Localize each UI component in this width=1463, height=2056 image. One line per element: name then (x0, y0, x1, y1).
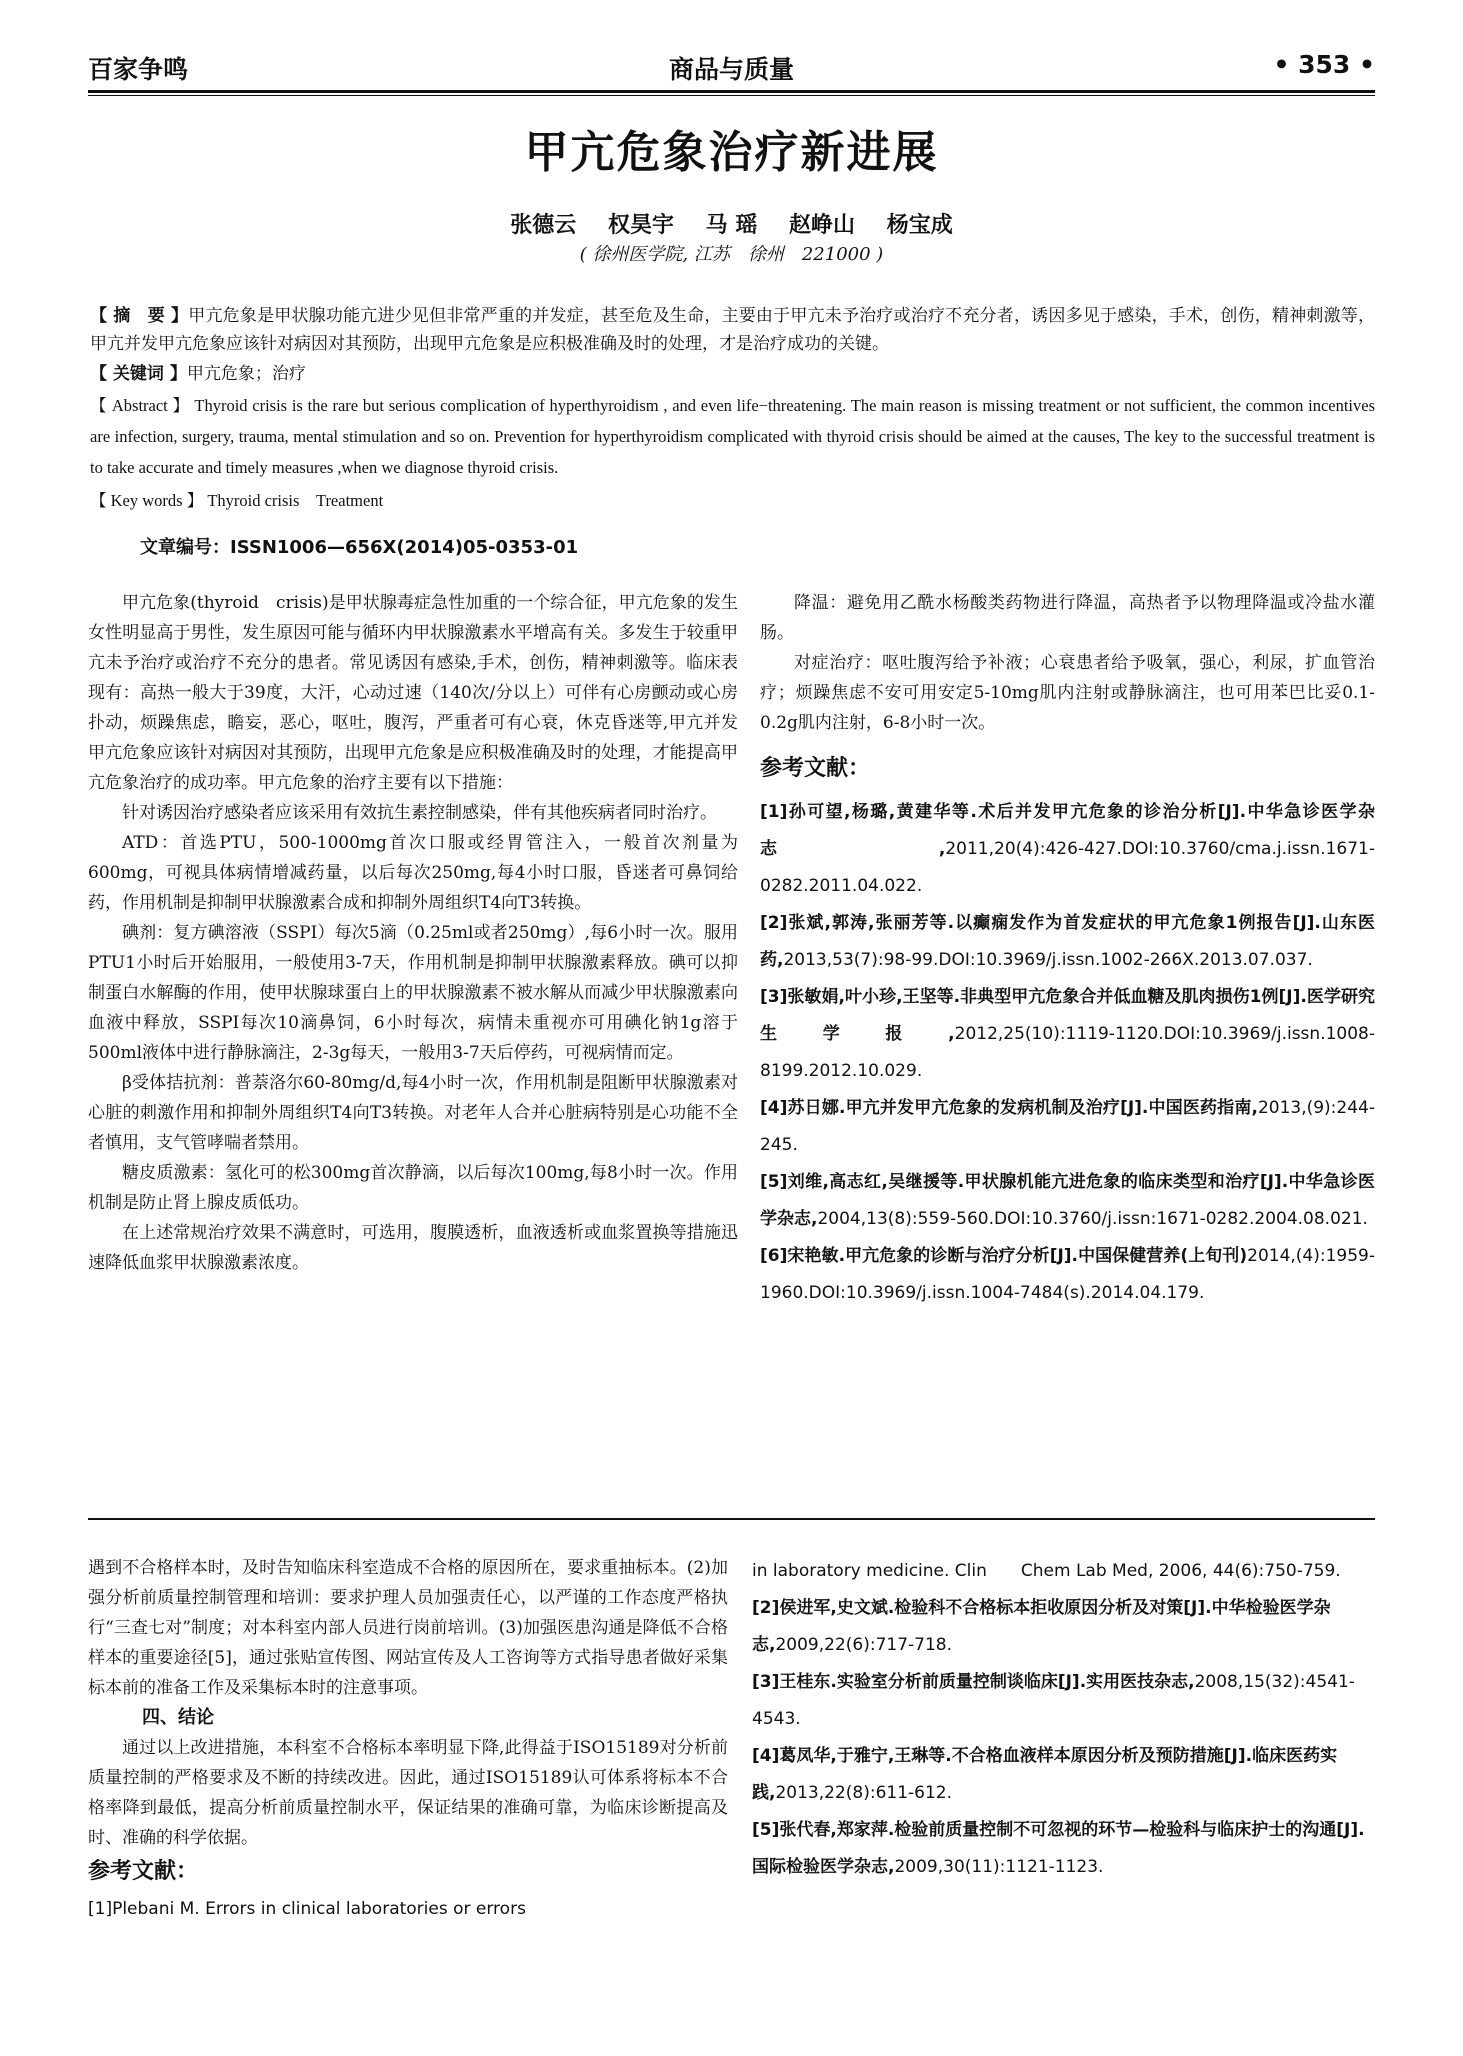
reference-lead: [2]侯进军,史文斌.检验科不合格标本拒收原因分析及对策[J].中华检验医学杂志, (752, 1598, 1331, 1655)
paragraph: 碘剂：复方碘溶液（SSPI）每次5滴（0.25ml或者250mg）,每6小时一次。服用PTU1小时后开始服用，一般使用3-7天，作用机制是抑制甲状腺激素释放。碘可以抑制蛋白水解酶的作用，使甲状腺球蛋白上的甲状腺激素不被水解从而减少甲状腺激素向血液中释放，SSPI每次10滴鼻饲，6小时每次，病情未重视亦可用碘化钠1g溶于500ml液体中进行静脉滴注，2-3g每天，一般用3-7天后停药，可视病情而定。 (88, 923, 738, 1063)
abstract-en-label: 【 Abstract 】 (90, 396, 190, 415)
reference-item: [1]Plebani M. Errors in clinical laboratories or errors (88, 1899, 526, 1919)
author: 张德云 (510, 213, 577, 238)
paragraph: 糖皮质激素：氢化可的松300mg首次静滴，以后每次100mg,每8小时一次。作用机制是防止肾上腺皮质低功。 (88, 1163, 738, 1213)
paragraph: 针对诱因治疗感染者应该采用有效抗生素控制感染，伴有其他疾病者同时治疗。 (122, 803, 717, 823)
section-heading: 四、结论 (142, 1707, 214, 1728)
page-number: • 353 • (1273, 50, 1375, 79)
reference-lead: [1]孙可望,杨璐,黄建华等.术后并发甲亢危象的诊治分析[J].中华急诊医学杂志, (760, 802, 1375, 859)
reference-tail: 2012,25(10):1119-1120.DOI:10.3969/j.issn.1008-8199.2012.10.029. (760, 1024, 1375, 1081)
reference-item (752, 1553, 1375, 1590)
body-column-right (760, 588, 1375, 1312)
reference-lead: [4]苏日娜.甲亢并发甲亢危象的发病机制及治疗[J].中国医药指南, (760, 1098, 1258, 1118)
affiliation: ( 徐州医学院, 江苏 徐州 221000 ) (579, 244, 884, 265)
reference-tail: 2011,20(4):426-427.DOI:10.3760/cma.j.issn.1671-0282.2011.04.022. (760, 839, 1375, 896)
reference-item (752, 1590, 1375, 1664)
reference-tail: 2014,(4):1959-1960.DOI:10.3969/j.issn.1004-7484(s).2014.04.179. (760, 1246, 1375, 1303)
reference-tail: 2009,30(11):1121-1123. (894, 1857, 1104, 1877)
header-rule (88, 90, 1375, 93)
paragraph: 通过以上改进措施，本科室不合格标本率明显下降,此得益于ISO15189对分析前质量控制的严格要求及不断的持续改进。因此，通过ISO15189认可体系将标本不合格率降到最低，提高分析前质量控制水平，保证结果的准确可靠，为临床诊断提高及时、准确的科学依据。 (88, 1738, 728, 1848)
lower-references-heading: 参考文献： (88, 1859, 199, 1884)
keywords-en (90, 485, 1375, 516)
abstract-cn-label: 【 摘 要 】 (90, 306, 189, 326)
abstract-block (90, 302, 1375, 518)
reference-tail: 2009,22(6):717-718. (775, 1635, 953, 1655)
reference-item (752, 1664, 1375, 1738)
lower-column-left (88, 1553, 728, 1928)
abstract-cn-text: 甲亢危象是甲状腺功能亢进少见但非常严重的并发症，甚至危及生命，主要由于甲亢未予治疗或治疗不充分者，诱因多见于感染，手术，创伤，精神刺激等，甲亢并发甲亢危象应该针对病因对其预防，出现甲亢危象是应积极准确及时的处理，才是治疗成功的关键。 (90, 306, 1376, 354)
author: 杨宝成 (886, 213, 953, 238)
column-name: 百家争鸣 (88, 55, 189, 84)
author-list (0, 208, 1463, 239)
reference-lead: [5]刘维,高志红,吴继援等.甲状腺机能亢进危象的临床类型和治疗[J].中华急诊医学杂志, (760, 1172, 1375, 1229)
reference-item (760, 1238, 1375, 1312)
reference-lead: [6]宋艳敏.甲亢危象的诊断与治疗分析[J].中国保健营养(上旬刊) (760, 1246, 1248, 1266)
keywords-cn-label: 【 关键词 】 (90, 364, 187, 384)
reference-item (760, 794, 1375, 905)
section-divider (88, 1518, 1375, 1520)
paragraph: 降温：避免用乙酰水杨酸类药物进行降温，高热者予以物理降温或冷盐水灌肠。 (760, 593, 1375, 643)
reference-lead: [4]葛凤华,于雅宁,王琳等.不合格血液样本原因分析及预防措施[J].临床医药实践, (752, 1746, 1338, 1803)
reference-item (752, 1738, 1375, 1812)
reference-item (752, 1812, 1375, 1886)
reference-item (760, 1164, 1375, 1238)
reference-list (760, 794, 1375, 1312)
body-column-left (88, 588, 738, 1278)
keywords-en-text: Thyroid crisis Treatment (207, 491, 384, 510)
paragraph: 对症治疗：呕吐腹泻给予补液；心衰患者给予吸氧，强心，利尿，扩血管治疗；烦躁焦虑不安可用安定5-10mg肌内注射或静脉滴注，也可用苯巴比妥0.1-0.2g肌内注射，6-8小时一次。 (760, 653, 1375, 733)
abstract-en-text: Thyroid crisis is the rare but serious complication of hyperthyroidism , and even life−threatening. The main reason is missing treatment or not sufficient, the common incentives are infection, surgery, trauma, mental stimulation and so on. Prevention for hyperthyroidism complicated with thyroid crisis should be aimed at the causes, The key to the successful treatment is to take accurate and timely measures ,when we diagnose thyroid crisis. (90, 396, 1376, 477)
reference-lead: [5]张代春,郑家萍.检验前质量控制不可忽视的环节—检验科与临床护士的沟通[J].国际检验医学杂志, (752, 1820, 1365, 1877)
reference-lead: [2]张斌,郭涛,张丽芳等.以癫痫发作为首发症状的甲亢危象1例报告[J].山东医药, (760, 913, 1375, 970)
author: 马 瑶 (705, 213, 758, 238)
reference-lead: [3]张敏娟,叶小珍,王坚等.非典型甲亢危象合并低血糖及肌肉损伤1例[J].医学研究生学报, (760, 987, 1375, 1044)
paragraph: 遇到不合格样本时，及时告知临床科室造成不合格的原因所在，要求重抽标本。(2)加强分析前质量控制管理和培训：要求护理人员加强责任心，以严谨的工作态度严格执行“三查七对”制度；对本科室内部人员进行岗前培训。(3)加强医患沟通是降低不合格样本的重要途径[5]，通过张贴宣传图、网站宣传及人工咨询等方式指导患者做好采集标本前的准备工作及采集标本时的注意事项。 (88, 1558, 728, 1698)
keywords-cn-text: 甲亢危象；治疗 (186, 364, 306, 384)
reference-tail: 2004,13(8):559-560.DOI:10.3760/j.issn:1671-0282.2004.08.021. (817, 1209, 1368, 1229)
paragraph: 甲亢危象(thyroid crisis)是甲状腺毒症急性加重的一个综合征，甲亢危象的发生女性明显高于男性，发生原因可能与循环内甲状腺激素水平增高有关。多发生于较重甲亢未予治疗或治疗不充分的患者。常见诱因有感染,手术，创伤，精神刺激等。临床表现有：高热一般大于39度，大汗，心动过速（140次/分以上）可伴有心房颤动或心房扑动，烦躁焦虑，瞻妄，恶心，呕吐，腹泻，严重者可有心衰，休克昏迷等,甲亢并发甲亢危象应该针对病因对其预防，出现甲亢危象是应积极准确及时的处理，才能提高甲亢危象治疗的成功率。甲亢危象的治疗主要有以下措施： (88, 593, 738, 793)
reference-lead: [3]王桂东.实验室分析前质量控制谈临床[J].实用医技杂志, (752, 1672, 1195, 1692)
paper-title: 甲亢危象治疗新进展 (524, 127, 939, 178)
author: 赵峥山 (789, 213, 856, 238)
lower-column-right (752, 1553, 1375, 1886)
reference-tail: 2013,53(7):98-99.DOI:10.3969/j.issn.1002-266X.2013.07.037. (783, 950, 1313, 970)
paragraph: β受体拮抗剂：普萘洛尔60-80mg/d,每4小时一次，作用机制是阻断甲状腺激素对心脏的刺激作用和抑制外周组织T4向T3转换。对老年人合并心脏病特别是心功能不全者慎用，支气管哮喘者禁用。 (88, 1073, 738, 1153)
abstract-en (90, 390, 1375, 483)
reference-tail: 2008,15(32):4541-4543. (752, 1672, 1355, 1729)
article-number: 文章编号：ISSN1006—656X(2014)05-0353-01 (140, 537, 579, 558)
keywords-cn (90, 360, 1375, 388)
paragraph: 在上述常规治疗效果不满意时，可选用，腹膜透析，血液透析或血浆置换等措施迅速降低血浆甲状腺激素浓度。 (88, 1223, 738, 1273)
abstract-cn (90, 302, 1375, 358)
reference-tail: 2013,(9):244-245. (760, 1098, 1375, 1155)
paragraph: ATD：首选PTU，500-1000mg首次口服或经胃管注入，一般首次剂量为600mg，可视具体病情增减药量，以后每次250mg,每4小时口服，昏迷者可鼻饲给药，作用机制是抑制甲状腺激素合成和抑制外周组织T4向T3转换。 (88, 833, 738, 913)
references-heading: 参考文献： (760, 756, 871, 781)
author: 权昊宇 (607, 213, 674, 238)
reference-tail: 2013,22(8):611-612. (775, 1783, 953, 1803)
journal-name: 商品与质量 (668, 55, 794, 84)
reference-item (760, 905, 1375, 979)
header-rule-thin (88, 95, 1375, 96)
reference-item (760, 979, 1375, 1090)
reference-item (760, 1090, 1375, 1164)
reference-tail: in laboratory medicine. Clin Chem Lab Med, 2006, 44(6):750-759. (752, 1561, 1341, 1581)
keywords-en-label: 【 Key words 】 (90, 491, 204, 510)
running-header (88, 50, 1375, 88)
